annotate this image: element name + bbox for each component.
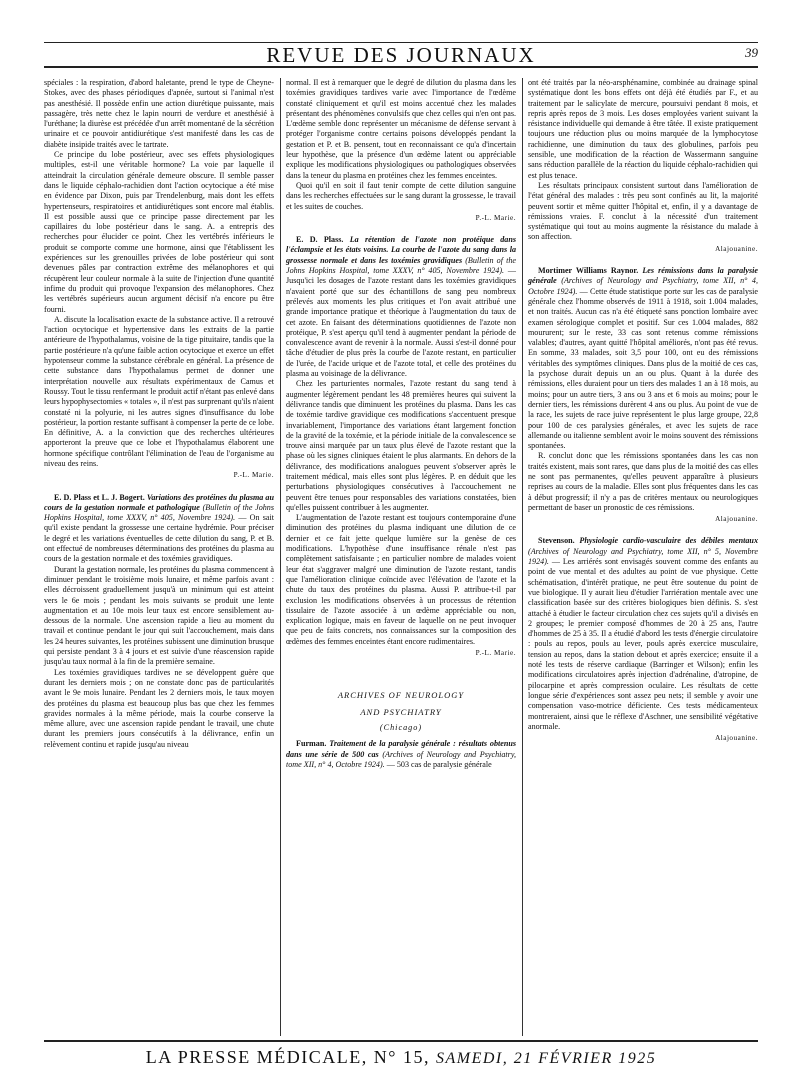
article-entry — [286, 739, 516, 770]
paragraph: L'augmentation de l'azote restant est toujours contemporaine d'une diminution des protéines du plasma indiquant une dilution de ce dernier et ce fait jette quelque lumière sur la genèse de ces modifications. L'hypothèse d'une insuffisance rénale n'est pas complètement satisfaisante ; en particulier nombre de malades voient leur état s'aggraver malgré une diminution de l'azote restant, tandis que l'amélioration clinique coïncide avec l'élévation de l'azote et la chute du taux des protéines du plasma. Aussi P. attribue-t-il par exclusion les modifications observées à un processus de rétention tissulaire de l'azote associée à un œdème appréciable ou non, explication logique, mais en faveur de laquelle on ne peut invoquer que peu de faits concrets, nos connaissances sur la composition des œdèmes des femmes enceintes étant encore rudimentaires. — [286, 513, 516, 646]
article-entry — [528, 266, 758, 451]
article-text: — Cette étude statistique porte sur les cas de paralysie générale chez l'homme observés de 1911 à 1918, soit 1.004 malades, et non traités. Aucun cas n'a été étiqueté sans ponction lombaire avec examen sérologique complet et positif. Sur ces 1.004 malades, 882 moururent; sur le reste, 33 cas sont retenus comme rémissions valables; d'autres, ayant quitté l'hôpital améliorés, n'ont pas été revus. En somme, 33 malades, soit 3,5 pour 100, ont eu des rémissions véritables des symptômes cliniques. Dans plus de la moitié de ces cas, la psychose durait depuis un an ou plus. Quant à la durée des rémissions, elles duraient pour un tiers des malades 1 an à 18 mois, au moins; pour un autre tiers, 3 ans ou 3 ans et 6 mois au moins; pour le dernier tiers, les rémissions durèrent 4 ans ou plus. Au point de vue de la race, les sujets de race juive représentent le plus large groupe, 22,8 pour 100 de ces paralysies générales, et avec les sujets de race allemande ou italienne semblent avoir le moins souvent des rémissions spontanées. — [528, 286, 759, 451]
spacer — [528, 258, 758, 266]
paragraph: ont été traités par la néo-arsphénamine, combinée au drainage spinal systématique dont les bons effets ont déjà été étudiés par F., et au traitement par le salicylate de mercure, poursuivi pendant 8 mois, et repris après repos de 3 mois. Les doses employées varient suivant la résistance individuelle qui demande à être tâtée. Il existe pratiquement toujours une réduction plus ou moins marquée de la lymphocytose rachidienne, une diminution du taux des globulines, parfois peu sensible, une modification de la réaction de Wassermann sanguine sans réduction parallèle de la réaction du liquide céphalo-rachidien qui est plus tenace. — [528, 78, 758, 180]
article-entry — [286, 235, 516, 379]
article-author: Furman. — [296, 739, 327, 749]
page-title: REVUE DES JOURNAUX — [266, 43, 536, 67]
article-title: Les rémissions dans la paralysie générale — [528, 266, 758, 286]
footer-rule — [44, 1040, 758, 1042]
section-heading-city: (Chicago) — [379, 722, 423, 732]
signature: Alajouanine. — [715, 244, 758, 253]
article-title: Traitement de la paralysie générale : résultats obtenus dans une série de 500 cas — [286, 739, 516, 759]
article-reference: (Archives of Neurology and Psychiatry, tome XII, n° 5, Novembre 1924). — [528, 546, 758, 567]
paragraph: Les résultats principaux consistent surtout dans l'amélioration de l'état général des malades : très peu sont confinés au lit, la majorité peuvent sortir et même quitter l'hôpital et, enfin, il y a davantage de rémissions vraies. F. conclut à la nécessité d'un traitement systématique qui tout au moins augmente la résistance du malade à son affection. — [528, 180, 758, 242]
article-reference: (Bulletin of the Johns Hopkins Hospital, tome XXXV, n° 405, Novembre 1924). — [286, 255, 516, 276]
paragraph: Chez les parturientes normales, l'azote restant du sang tend à augmenter légèrement pendant les 48 premières heures qui suivent la délivrance tandis que diminuent les protéines du plasma. Dans les cas de toxémie tardive gravidique ces modifications s'accentuent presque invariablement, l'importance des variations étant largement fonction de la gravité de la toxémie, et la période initiale de la convalescence se trouve ainsi marquée par un taux plus élevé de l'azote restant que la phase où les signes cliniques étaient le plus alarmants. En dehors de la délivrance, des modifications analogues peuvent s'observer après le traitement médical, mais elles sont plus légères. P. en déduit que les perturbations physiologiques consécutives à l'accouchement ne peuvent être tenues pour responsables des variations constatées, bien qu'elles puissent contribuer à les augmenter. — [286, 379, 516, 512]
spacer — [44, 485, 274, 493]
footer-line — [44, 1046, 758, 1070]
article-title: Variations des protéines du plasma au cours de la gestation normale et pathologique — [44, 492, 274, 512]
article-entry — [44, 493, 274, 565]
article-text: — Jusqu'ici les dosages de l'azote restant dans les toxémies gravidiques n'avaient porté que sur des échantillons de sang peu nombreux prélevés aux moments les plus critiques et l'on avait attribué une grande importance pratique et théorique à l'augmentation du taux de cet azote. En faisant des déterminations quotidiennes de l'azote non protéique, P. s'est aperçu qu'il tend à augmenter pendant la période de convalescence avant de revenir à la normale. Aussi s'est-il donné pour tâche d'étudier de plus près la courbe de l'azote restant, en particulier de l'urée, de l'acide urique et de l'azote total, et celle des protéines du plasma au voisinage de la délivrance. — [286, 266, 516, 379]
article-author: E. D. Plass. — [296, 235, 344, 245]
footer-issue: N° 15, — [373, 1047, 430, 1067]
journal-page — [44, 0, 758, 1082]
article-reference: (Archives of Neurology and Psychiatry, tome XII, n° 4, Octobre 1924). — [286, 749, 516, 769]
article-text: — Les arriérés sont envisagés souvent comme des enfants au point de vue mental et des adultes au point de vue physique. Cette schématisation, d'intérêt pratique, ne peut être soutenue du point de vue biologique. Il y aurait lieu d'étudier l'arriération mentale avec une classification basée sur des critères biologiques bien définis. S. s'est attaché à étudier le facteur circulation chez ces sujets qu'il a divisés en 2 groupes; le premier composé d'hommes de 20 à 25 ans, l'autre d'hommes de 25 à 35. Il a étudié d'abord les tests d'énergie circulatoire : pouls au repos, pouls au lever, pouls après exercice musculaire, tension au repos, dans la station debout et après exercice; ensuite il a noté les tests de réserve cardiaque (Barringer et Wilson); enfin les modifications circulatoires après injection d'adrénaline, d'atropine, de pilocarpine et après compression oculaire. Les résultats de cette longue série d'expériences sont assez peu nets; il semble y avoir une compensation vaso-motrice déficiente. Ces tests médicamenteux montreraient, ainsi que le réflexe d'Aschner, une sensibilité végétative anormale. — [528, 557, 758, 731]
page-header — [44, 40, 758, 70]
spacer — [286, 227, 516, 235]
article-reference: (Bulletin of the Johns Hopkins Hospital, tome XXXV, n° 405, Novembre 1924). — [44, 502, 275, 523]
paragraph: normal. Il est à remarquer que le degré de dilution du plasma dans les toxémies gravidiques tardives varie avec l'importance de l'œdème constaté cliniquement et qu'il est moins accentué chez les malades présentant des phénomènes convulsifs que chez celles qui n'en ont pas. L'œdème semble donc représenter un mécanisme de défense servant à protéger l'organisme contre certains poisons développés pendant la gestation et P. et B. pensent, tout en reconnaissant ce qu'a d'incertain leur hypothèse, que la présence d'un œdème latent ou appréciable explique les modifications physiologiques ou pathologiques observées dans la teneur du plasma en protéines chez les femmes enceintes. — [286, 78, 516, 180]
paragraph: spéciales : la respiration, d'abord haletante, prend le type de Cheyne-Stokes, avec des phases périodiques d'apnée, surtout si l'animal n'est pas anesthésié. Il possède enfin une action diurétique puissante, mais passagère, très nette chez le lapin nourri de verdure et anesthésié à l'uréthane; la diurèse est précédée d'un arrêt momentané de la sécrétion urinaire et ce pouvoir antidiurétique s'est manifesté dans les cas de diabète insipide traités avec le tartrate. — [44, 78, 274, 149]
column-3 — [528, 78, 758, 747]
column-1 — [44, 78, 274, 750]
footer-date: SAMEDI, 21 FÉVRIER 1925 — [436, 1050, 657, 1067]
column-divider-1 — [280, 78, 281, 1036]
paragraph: Les toxémies gravidiques tardives ne se développent guère que durant les derniers mois ; on ne constate donc pas de particularités avant le 9e mois lunaire. Pendant les 2 derniers mois, le taux moyen des protéines du plasma est beaucoup plus bas que chez les femmes gravides normales à la même période, mais la courbe conserve la même allure, avec une ascension rapide pendant le travail, une chute durant les premiers jours consécutifs à la délivrance, enfin un relèvement continu et rapide jusqu'au niveau — [44, 667, 274, 749]
section-heading-line2: AND PSYCHIATRY — [360, 706, 442, 717]
article-text: — On sait qu'il existe pendant la grossesse une certaine hydrémie. Pour préciser le degré et les variations éventuelles de cette dilution du sang, P. et B. ont effectué de nombreuses déterminations des protéines du plasma au cours de la gestation normale et des toxémies gravidiques. — [44, 513, 274, 564]
signature: P.-L. Marie. — [475, 649, 516, 658]
footer-journal: LA PRESSE MÉDICALE, — [145, 1047, 368, 1067]
spacer — [286, 662, 516, 684]
signature: P.-L. Marie. — [233, 471, 274, 480]
article-title: Physiologie cardio-vasculaire des débiles mentaux — [579, 536, 758, 546]
page-footer — [44, 1040, 758, 1076]
paragraph: Quoi qu'il en soit il faut tenir compte de cette dilution sanguine dans les recherches effectuées sur le sang durant la grossesse, le travail et les suites de couches. — [286, 180, 516, 211]
article-author: Stevenson. — [538, 536, 575, 546]
page-number: 39 — [745, 45, 758, 60]
paragraph: Durant la gestation normale, les protéines du plasma commencent à diminuer pendant le troisième mois lunaire, et même parfois avant : elles décroissent graduellement jusqu'à un minimum qui est atteint vers le 6e mois ; pendant les mois suivants se produit une lente augmentation et au 10e mois leur taux est encore sensiblement au-dessous de la normale. Une ascension rapide a lieu au moment du travail et continue pendant le jour qui suit l'accouchement, mais dans les 24 heures suivantes, les protéines subissent une diminution brusque qui persiste pendant 3 à 4 jours et est suivie d'une réascension rapide jusqu'au taux normal à la fin de la première semaine. — [44, 564, 274, 667]
article-author: Mortimer Williams Raynor. — [538, 266, 639, 276]
article-title: La rétention de l'azote non protéique dans l'éclampsie et les états voisins. La courbe de l'azote du sang dans la grossesse normale et dans les toxémies gravidiques — [286, 235, 516, 265]
column-divider-2 — [522, 78, 523, 1036]
signature: P.-L. Marie. — [475, 213, 516, 222]
article-entry — [528, 536, 758, 732]
signature: Alajouanine. — [715, 515, 758, 524]
column-2 — [286, 78, 516, 770]
paragraph: R. conclut donc que les rémissions spontanées dans les cas non traités existent, mais sont rares, que dans plus de la moitié des cas elles ne sont pas permanentes, qu'elles peuvent apparaître à plusieurs reprises au cours de la maladie. Elles sont plus fréquentes dans les cas à début progressif; il n'y a pas de critères mentaux ou neurologiques permettant de baser un pronostic de ces rémissions. — [528, 451, 758, 512]
paragraph: A. discute la localisation exacte de la substance active. Il a retrouvé l'action ocytocique et hypertensive dans les extraits de la partie antérieure de l'hypothalamus, voisine de la tige pituitaire, tandis que la partie postérieure n'a qu'une faible action ocytocique et exerce un effet hypotenseur comme la substance cérébrale en général. La présence de cette substance dans l'hypothalamus permet de donner une interprétation nouvelle aux résultats expérimentaux de Camus et Roussy. Tout le tissu renfermant le produit actif n'étant pas enlevé dans leurs hypophysectomies « totales », il n'est pas surprenant qu'ils n'aient constaté ni la polyurie, ni les autres signes d'insuffisance du lobe postérieur, la portion restante suffisant à compenser la perte de ce lobe. En définitive, A. a la conviction que des recherches ultérieures apporteront la preuve que ce lobe et l'hypothalamus élaborent une hormone spécifique contrôlant l'élimination de l'eau de l'organisme au niveau des reins. — [44, 314, 274, 468]
article-reference: (Archives of Neurology and Psychiatry, tome XII, n° 4, Octobre 1924). — [528, 276, 758, 296]
header-bottom-rule — [44, 66, 758, 68]
article-author: E. D. Plass et L. J. Bogert. — [54, 492, 145, 502]
article-text: — 503 cas de paralysie générale — [386, 759, 492, 769]
signature: Alajouanine. — [715, 734, 758, 743]
spacer — [528, 528, 758, 536]
section-heading-line1: ARCHIVES OF NEUROLOGY — [337, 690, 465, 701]
paragraph: Ce principe du lobe postérieur, avec ses effets physiologiques multiples, est-il une véritable hormone? La voie par laquelle il atteindrait la circulation générale demeure obscure. Il semble passer dans le liquide céphalo-rachidien dont l'action ocytocique a été mise en évidence par Dixon, puis par Trendelenburg, mais dont les effets hypertenseurs, respiratoires et antidiurétiques sont encore mal établis. Il est possible aussi que ce principe passe directement par les capillaires du lobe postérieur dans le sang. A. a entrepris des recherches pour élucider ce point. Chez les vertébrés inférieurs le produit se comporte comme une hormone, ainsi que l'établissent les expériences sur les grenouilles privées de lobe postérieur qui sont devenues pâles par contraction extrême des mélanophores et qui récupèrent leur couleur normale à la suite de l'injection d'une quantité infime du produit qui provoque l'expansion des mélanophores. Chez les vertébrés supérieurs aucun argument décisif n'a encore pu être fourni. — [44, 150, 274, 314]
